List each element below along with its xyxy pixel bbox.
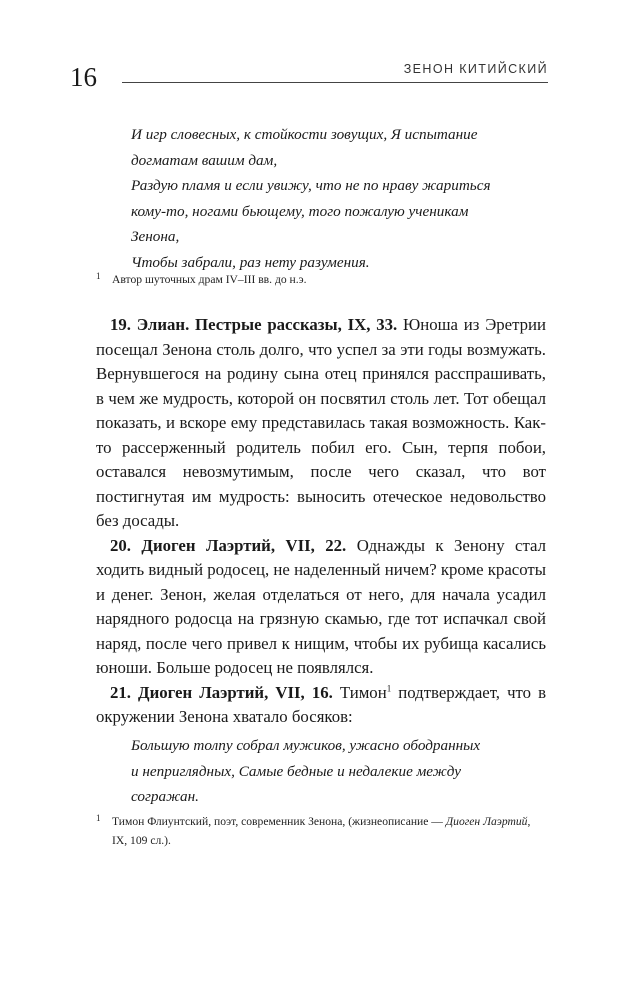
paragraph-heading: 20. Диоген Лаэртий, VII, 22. [110,535,347,555]
footnote-text: Автор шуточных драм IV–III вв. до н.э. [112,273,307,286]
header-rule [122,82,548,83]
verse-line: и неприглядных, Самые бедные и недалекие между [131,762,462,780]
paragraph-20 [96,534,546,681]
running-title: ЗЕНОН КИТИЙСКИЙ [403,62,548,76]
verse-line: догматам вашим дам, [131,151,278,169]
main-text [96,313,546,730]
verse-quote-2 [131,733,541,810]
verse-line: Зенона, [131,228,180,246]
paragraph-text: Юноша из Эретрии посещал Зенона столь долго, что успел за эти годы возмужать. Вернувшегося на родину сына отец принялся расспрашивать, в чем же мудрость, которой он посвятил столь лет. Тот обещал показать, и вскоре ему представилась такая возможность. Как-то рассерженный родитель побил его. Сын, терпя побои, оставался невозмутимым, после чего сказал, что вот постигнутая им мудрость: выносить отеческое недовольство без досады. [96,315,546,530]
paragraph-heading: 21. Диоген Лаэртий, VII, 16. [110,682,333,702]
paragraph-text: Однажды к Зенону стал ходить видный родосец, не наделенный ничем? кроме красоты и денег. Зенон, желая отделаться от него, для начала усадил нарядного родосца на грязную скамью, где тот испачкал свой наряд, после чего привел к нищим, чтобы их рубища касались юноши. Больше родосец не появлялся. [96,535,546,677]
paragraph-21 [96,681,546,730]
footnote-italic: Диоген Лаэртий [445,815,528,828]
paragraph-heading: 19. Элиан. Пестрые рассказы, IX, 33. [110,315,398,334]
verse-line: кому-то, ногами бьющему, того пожалую ученикам [131,202,469,220]
verse-line: Большую толпу собрал мужиков, ужасно ободранных [131,737,481,754]
footnote-mark: 1 [96,813,101,823]
footnote-text [96,812,546,850]
verse-line: Чтобы забрали, раз нету разумения. [131,253,370,271]
footnote-1 [96,270,546,289]
verse-line: И игр словесных, к стойкости зовущих, Я испытание [131,126,478,143]
footnote-text-part: , IX, 109 сл.). [112,815,531,847]
footnote-text-part: Тимон Флиунтский, поэт, современник Зенона, (жизнеописание — [112,815,446,828]
paragraph-text: Тимон [332,682,387,702]
footnote-ref: 1 [386,682,392,693]
page-header [70,58,548,98]
verse-quote-1 [131,122,541,276]
footnote-2 [96,812,546,850]
footnote-mark: 1 [96,271,101,281]
paragraph-text: подтверждает, что в окружении Зенона хватало босяков: [96,682,547,726]
paragraph-19 [96,313,546,534]
verse-line: согражан. [131,788,199,806]
verse-line: Раздую пламя и если увижу, что не по нраву жариться [131,177,491,195]
page-number: 16 [70,62,97,92]
